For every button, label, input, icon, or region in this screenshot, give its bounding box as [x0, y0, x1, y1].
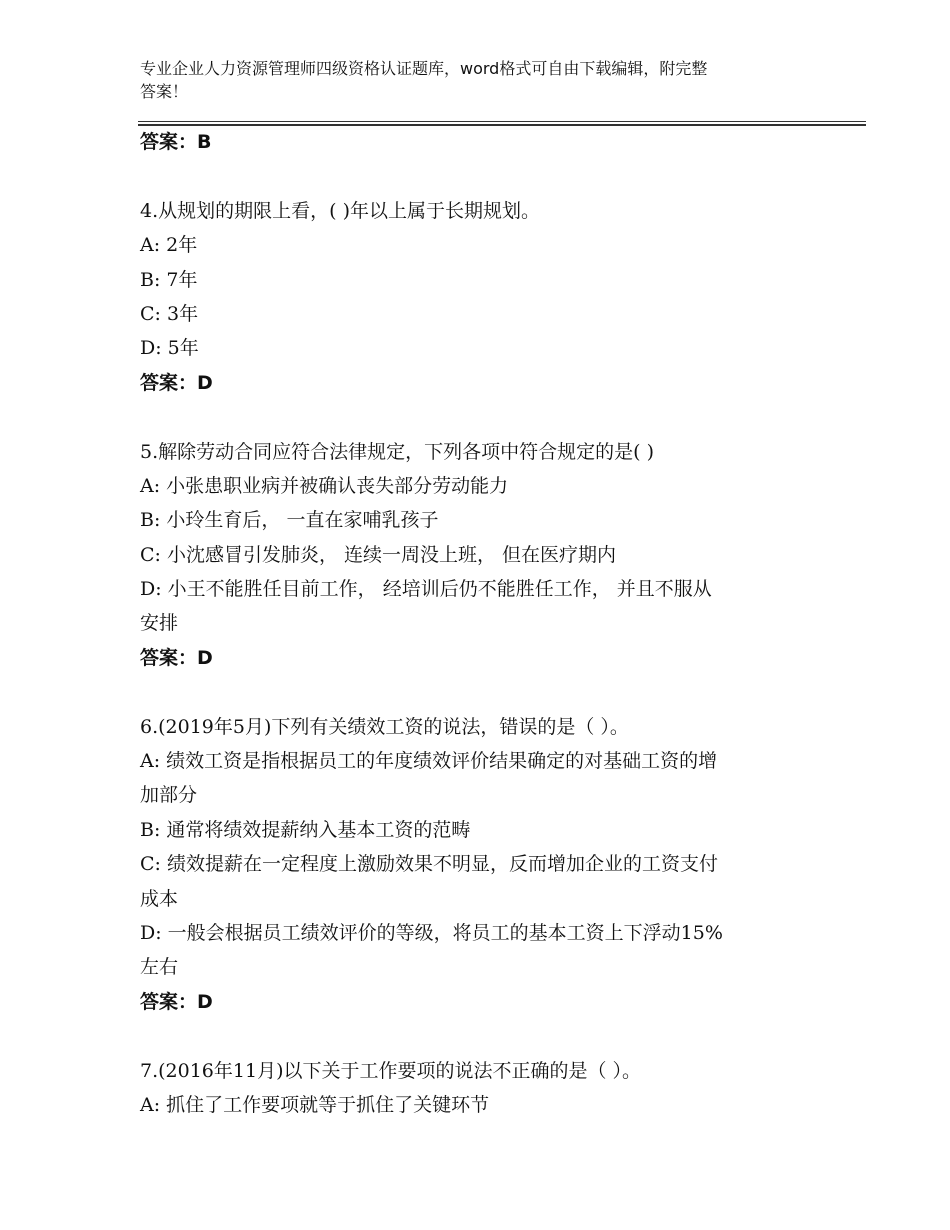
answer-option: 安排 [140, 612, 179, 635]
answer-option: C: 3年 [140, 302, 199, 325]
answer-option: D: 小王不能胜任目前工作， 经培训后仍不能胜任工作， 并且不服从 [140, 578, 712, 601]
answer-option: C: 绩效提薪在一定程度上激励效果不明显，反而增加企业的工资支付 [140, 853, 718, 876]
answer-option: D: 一般会根据员工绩效评价的等级，将员工的基本工资上下浮动15% [140, 921, 723, 944]
question-stem: 7.(2016年11月)以下关于工作要项的说法不正确的是（ ）。 [140, 1059, 642, 1082]
question-stem: 5.解除劳动合同应符合法律规定，下列各项中符合规定的是( ) [140, 440, 654, 463]
answer-option: B: 通常将绩效提薪纳入基本工资的范畴 [140, 818, 471, 841]
question-stem: 6.(2019年5月)下列有关绩效工资的说法，错误的是（ ）。 [140, 715, 629, 738]
answer-line: 答案：D [140, 646, 213, 669]
answer-option: 成本 [140, 887, 179, 910]
question-stem: 4.从规划的期限上看，( )年以上属于长期规划。 [140, 199, 540, 222]
answer-option: A: 小张患职业病并被确认丧失部分劳动能力 [140, 474, 509, 497]
spacer [140, 675, 820, 709]
page-header [140, 57, 820, 103]
answer-option: 加部分 [140, 784, 198, 807]
header-line-1: 专业企业人力资源管理师四级资格认证题库，word格式可自由下载编辑，附完整 [140, 59, 708, 78]
spacer [140, 1019, 820, 1053]
spacer [140, 159, 820, 193]
answer-option: A: 2年 [140, 234, 198, 257]
spacer [140, 400, 820, 434]
answer-option: A: 绩效工资是指根据员工的年度绩效评价结果确定的对基础工资的增 [140, 750, 718, 773]
answer-option: D: 5年 [140, 337, 199, 360]
answer-line: 答案：B [140, 131, 212, 153]
answer-option: 左右 [140, 956, 179, 979]
question-list [140, 125, 820, 1122]
answer-option: B: 小玲生育后， 一直在家哺乳孩子 [140, 509, 439, 532]
answer-option: A: 抓住了工作要项就等于抓住了关键环节 [140, 1093, 490, 1116]
answer-option: C: 小沈感冒引发肺炎， 连续一周没上班， 但在医疗期内 [140, 543, 617, 566]
answer-line: 答案：D [140, 990, 213, 1013]
answer-option: B: 7年 [140, 268, 198, 291]
header-line-2: 答案！ [140, 82, 189, 101]
answer-line: 答案：D [140, 371, 213, 394]
